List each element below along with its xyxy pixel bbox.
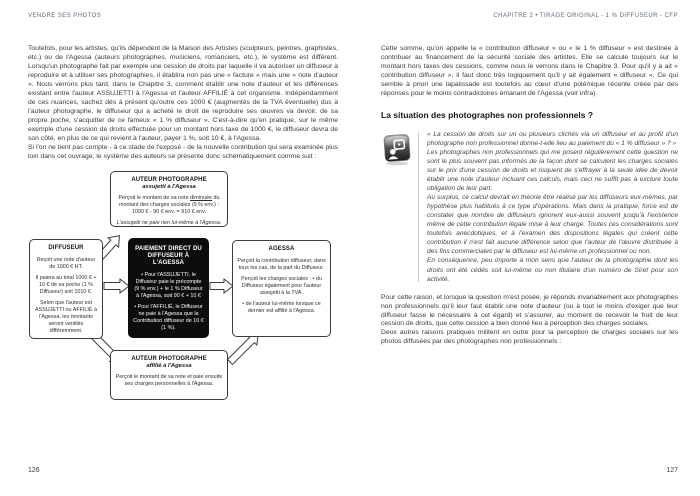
diagram-box-auteur-assujetti (110, 171, 228, 227)
box-text: • Pour l'ASSUJETTI, le Diffuseur paie le précompte (9 % env.) + le 1 % Diffuseur à l'Agessa, soit 90 € + 10 € (134, 272, 203, 300)
box-text: Reçoit une note d'auteur de 1000 € HT. (36, 256, 96, 270)
box-text: Perçoit le montant de sa note et paie ensuite ses charges personnelles à l'Agessa. (115, 373, 223, 387)
quote-answer: Les photographes non professionnels qui me posent régulièrement cette question ne sont le plus souvent pas informés de la façon dont se calculent les charges sociales sur le prix d'une cession de droits et risquent de s'effrayer à la seule idée de devoir établir une note d'auteur incluant ces calculs, mais ceci ne suffit pas à exclure toute obligation de leur part. (427, 149, 678, 193)
paragraph: Si l'on ne tient pas compte - à ce stade de l'exposé - de la nouvelle contribution qui sera examinée plus loin dans cet ouvrage, le système des auteurs se présente donc schématiquement comme suit : (28, 143, 338, 160)
box-body (115, 195, 223, 227)
box-text-segment: Perçoit le montant de sa note (118, 194, 191, 201)
expert-question-block (381, 130, 678, 284)
box-body (34, 257, 98, 335)
paragraph: Deux autres raisons pratiques militent en outre pour la perception de charges sociales sur les photos diffusées par des photographes non professionnels : (381, 329, 678, 346)
paragraph: Toutefois, pour les artistes, qu'ils dépendent de la Maison des Artistes (sculpteurs, peintres, graphistes, etc.) ou de l'Agessa (auteurs photographes, musiciens, romanciers, etc.), le système est différent. Lorsqu'un photographe fait par exemple une cession de droits par laquelle il va autoriser un diffuseur à reproduire et à utiliser ses photographies, il établira non pas une « facture » mais une « note d'auteur ». Nous verrons plus tard, dans le Chapitre 3, comment établir une note d'auteur et les différences existant entre l'auteur ASSUJETTI à l'Agessa et l'auteur AFFILIÉ à cet organisme. Indépendamment de ces nuances, sachez dès à présent qu'outre ces 1000 € (augmentés de la TVA éventuelle) dus à l'auteur photographe, le diffuseur qui a acheté le droit de reproduire ses œuvres va devoir, de sa propre poche, s'acquitter de ce fameux « 1 % diffuseur ». C'est-à-dire qu'en pratique, sur le même exemple d'une cession de droits effectuée pour un montant hors taxe de 1000 €, le diffuseur devra de son côté, en plus de ce qui revient à l'auteur, payer 1 %, soit 10 €, à l'Agessa. (28, 45, 338, 142)
box-text-segment: du montant des charges sociales (9 % env.) : 1000 € - 90 € env. = 910 € env. (119, 194, 220, 215)
question-icon (381, 130, 418, 284)
arrow-right-icon (104, 279, 129, 293)
running-head-right: CHAPITRE 2 • TIRAGE ORIGINAL - 1 % DIFFUSEUR - CFP (493, 13, 678, 19)
box-body (133, 272, 204, 332)
box-subtitle: affilié à l'Agessa (146, 362, 192, 369)
box-text (115, 195, 223, 216)
box-body (115, 374, 223, 388)
box-title: PAIEMENT DIRECT DU DIFFUSEUR À L'AGESSA (135, 245, 202, 266)
box-title: AUTEUR PHOTOGRAPHE (131, 355, 207, 362)
box-text: • de l'auteur lui-même lorsque ce dernier est affilié à l'Agessa. (242, 300, 321, 314)
box-text: • Pour l'AFFILIÉ, le Diffuseur ne paie à l'Agessa que la Contribution diffuseur de 10 € (1 %). (133, 304, 204, 332)
page-number-right: 127 (666, 467, 678, 474)
box-subtitle: assujetti à l'Agessa (142, 183, 196, 190)
box-body (237, 258, 326, 315)
section-heading: La situation des photographes non professionnels ? (381, 109, 594, 120)
diagram-box-diffuseur (29, 239, 103, 339)
box-text: Il paiera au total 1000 € + 10 € de sa poche (1 % Diffuseur) soit 1010 €. (35, 274, 97, 295)
box-title: DIFFUSEUR (48, 244, 84, 251)
authors-system-diagram (28, 164, 338, 413)
page-number-left: 126 (28, 467, 40, 474)
quote-answer: Au surplus, ce calcul devrait en théorie être réalisé par les diffuseurs eux-mêmes, par hypothèse plus habitués à ce type d'opérations. Mais dans la pratique, force est de constater que nombre de diffuseurs ignorent eux-aussi souvent jusqu'à l'existence même de cette contribution légale mise à leur charge. Toutes ces considérations sont toutefois anecdotiques, et à l'examen des dispositions légales qui créent cette contribution il n'est fait aucune différence selon que l'auteur de l'œuvre distribuée à des fins commerciales par le diffuseur est lui-même un professionnel ou non. (427, 194, 678, 256)
diagram-box-agessa (232, 240, 331, 337)
box-text: Selon que l'auteur est ASSUJETTI ou AFFILIÉ à l'Agessa, les montants seront ventilés différemment. (34, 299, 97, 334)
quote-text (427, 130, 678, 284)
box-text-italic: L'assujetti ne paie rien lui-même à l'Agessa. (116, 219, 222, 226)
arrow-right-icon (210, 279, 233, 293)
box-text: Perçoit les charges sociales : • du Diffuseur également pour l'auteur assujetti à la TVA. (241, 275, 322, 296)
box-text-underlined: diminuée (190, 194, 212, 201)
diagram-box-auteur-affilie (110, 350, 228, 400)
paragraph: Cette somme, qu'on appelle la « contribution diffuseur » ou « le 1 % diffuseur » est destinée à contribuer au financement de la sécurité sociale des artistes. Elle se calcule toujours sur le montant hors taxes des cessions, comme nous le verrons dans le Chapitre 3. Pour qu'il y a ait « contribution diffuseur », il faut donc très logiquement qu'il y ait également « diffuseur ». Ce qui semble à priori une lapalissade est toutefois au cœur d'une polémique récente créée par des réponses pour le moins contradictoires émanant de l'Agessa (voir infra). (381, 45, 678, 97)
running-head-left: VENDRE SES PHOTOS (28, 13, 102, 19)
quote-question: « La cession de droits sur un ou plusieurs clichés via un diffuseur et au profit d'un photographe non professionnel donne-t-elle lieu au paiement du « 1 % diffuseur » ? » (427, 131, 678, 148)
page-left (28, 0, 338, 413)
diagram-box-paiement-direct (128, 238, 209, 338)
page-right (381, 0, 678, 347)
quote-divider (418, 132, 419, 282)
paragraph: Pour cette raison, et lorsque la question m'est posée, je réponds invariablement aux photographes non professionnels qu'il leur faut établir une note d'auteur (ou à tout le moins d'exiger que leur diffuseur fasse le nécessaire à cet égard) et s'assurer, au moment de recevoir le fruit de leur cession de droits, que cette cession a bien donné lieu à perception des charges sociales. (381, 293, 678, 328)
box-title: AUTEUR PHOTOGRAPHE (131, 176, 207, 183)
box-title: AGESSA (268, 245, 295, 252)
box-text: Perçoit la contribution diffuseur, dans tous les cas, de la part du Diffuseur. (237, 257, 326, 271)
quote-answer: En conséquence, peu importe à mon sens que l'auteur de la photographie dont les droits ont été cédés soit lui-même ou non titulaire d'un numéro de Siret pour son activité. (427, 257, 678, 283)
